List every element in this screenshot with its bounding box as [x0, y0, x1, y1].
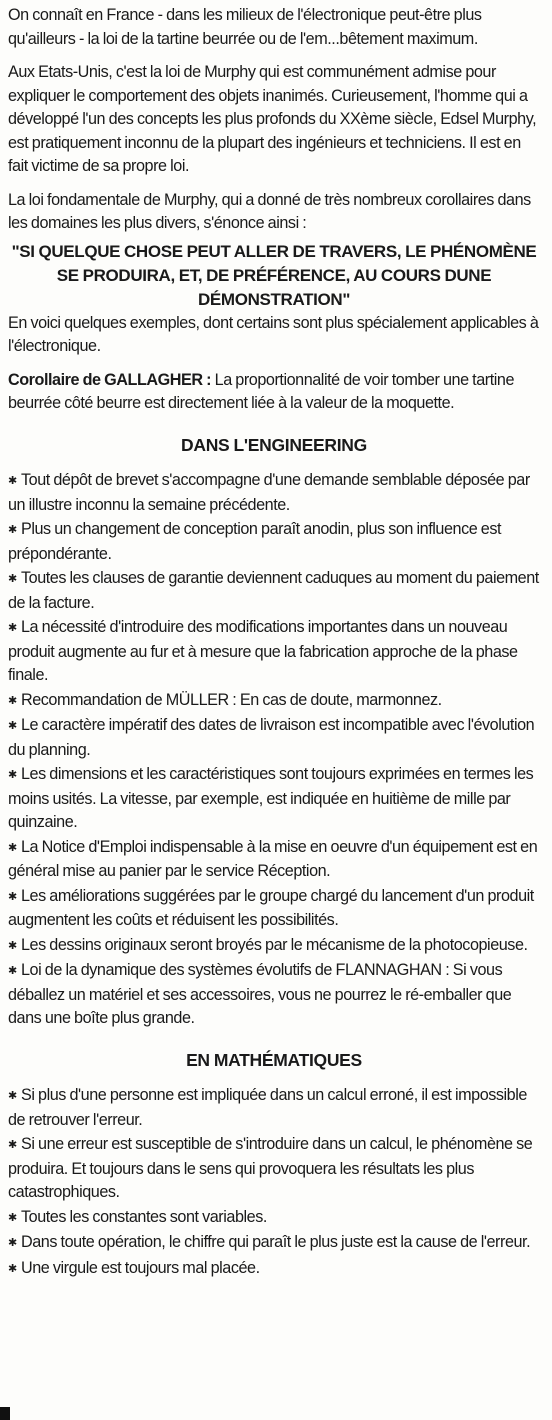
- article: [8, 4, 540, 1282]
- list-item-text: Si une erreur est susceptible de s'introduire dans un calcul, le phénomène se produira. Et toujours dans le sens qui provoquera les résultats les plus catastrophiques.: [8, 1135, 533, 1201]
- list-item-text: Loi de la dynamique des systèmes évolutifs de FLANNAGHAN : Si vous déballez un matériel et ses accessoires, vous ne pourrez le ré-emballer que dans une boîte plus grande.: [8, 961, 512, 1027]
- list-item: [8, 1133, 540, 1205]
- list-item: [8, 836, 540, 884]
- asterisk-bullet-icon: ✱: [8, 769, 17, 781]
- corollary-text: La proportionnalité de voir tomber une tartine beurrée côté beurre est directement liée à la valeur de la moquette.: [8, 370, 515, 412]
- asterisk-bullet-icon: ✱: [8, 841, 17, 854]
- asterisk-bullet-icon: ✱: [8, 524, 17, 536]
- list-item-text: Le caractère impératif des dates de livraison est incompatible avec l'évolution du planning.: [8, 716, 535, 759]
- scan-corner-mark: [0, 1407, 10, 1420]
- list-item: [8, 1084, 540, 1132]
- asterisk-bullet-icon: ✱: [8, 573, 17, 585]
- section-title-mathematics: EN MATHÉMATIQUES: [186, 1049, 362, 1070]
- list-item-text: Plus un changement de conception paraît anodin, plus son influence est prépondérante.: [8, 520, 502, 563]
- list-item-text: Les dessins originaux seront broyés par le mécanisme de la photocopieuse.: [21, 935, 528, 954]
- list-item: [8, 689, 540, 714]
- intro-paragraph-1: On connaît en France - dans les milieux de l'électronique peut-être plus qu'ailleurs - la loi de la tartine beurrée ou de l'em...bêtement maximum.: [8, 6, 482, 48]
- list-item-text: Les améliorations suggérées par le groupe chargé du lancement d'un produit augmentent les coûts et réduisent les possibilités.: [8, 886, 534, 929]
- list-item: [8, 1231, 540, 1256]
- list-item-text: Si plus d'une personne est impliquée dans un calcul erroné, il est impossible de retrouver l'erreur.: [8, 1086, 527, 1129]
- list-item: [8, 518, 540, 566]
- list-item-text: Tout dépôt de brevet s'accompagne d'une demande semblable déposée par un illustre inconnu la semaine précédente.: [8, 471, 530, 514]
- intro-paragraph-3: La loi fondamentale de Murphy, qui a donné de très nombreux corollaires dans les domaines les plus divers, s'énonce ainsi :: [8, 190, 531, 232]
- list-item: [8, 567, 540, 615]
- intro-paragraph-2: Aux Etats-Unis, c'est la loi de Murphy qui est communément admise pour expliquer le comportement des objets inanimés. Curieusement, l'homme qui a développé l'un des concepts les plus profonds du XXème siècle, Edsel Murphy, est pratiquement inconnu de la plupart des ingénieurs et techniciens. Il est en fait victime de sa propre loi.: [8, 63, 537, 175]
- list-item: [8, 469, 540, 517]
- section-engineering: [8, 434, 540, 1031]
- asterisk-bullet-icon: ✱: [8, 1139, 17, 1151]
- list-item-text: Toutes les clauses de garantie deviennent caduques au moment du paiement de la facture.: [8, 569, 539, 612]
- asterisk-bullet-icon: ✱: [8, 890, 17, 903]
- list-item-text: Dans toute opération, le chiffre qui paraît le plus juste est la cause de l'erreur.: [21, 1233, 531, 1251]
- asterisk-bullet-icon: ✱: [8, 1090, 17, 1102]
- list-item: [8, 1257, 540, 1282]
- list-item: [8, 763, 540, 835]
- list-item: [8, 616, 540, 688]
- list-item: [8, 885, 540, 933]
- corollary-label: Corollaire de GALLAGHER :: [8, 370, 212, 389]
- list-item-text: Toutes les constantes sont variables.: [21, 1207, 267, 1226]
- examples-intro: En voici quelques exemples, dont certains sont plus spécialement applicables à l'électronique.: [8, 313, 539, 355]
- asterisk-bullet-icon: ✱: [8, 1262, 17, 1275]
- list-item: [8, 959, 540, 1031]
- list-item: [8, 1206, 540, 1231]
- murphy-law-statement: "SI QUELQUE CHOSE PEUT ALLER DE TRAVERS, LE PHÉNOMÈNE SE PRODUIRA, ET, DE PRÉFÉRENCE, AU COURS DUNE DÉMONSTRATION": [11, 241, 537, 309]
- list-item: [8, 714, 540, 762]
- section-mathematics: [8, 1049, 540, 1282]
- list-item: [8, 934, 540, 959]
- asterisk-bullet-icon: ✱: [8, 622, 17, 634]
- list-item-text: Les dimensions et les caractéristiques sont toujours exprimées en termes les moins usités. La vitesse, par exemple, est indiquée en huitième de mille par quinzaine.: [8, 765, 534, 831]
- asterisk-bullet-icon: ✱: [8, 1237, 17, 1249]
- mathematics-list: [8, 1084, 540, 1281]
- list-item-text: Recommandation de MÜLLER : En cas de doute, marmonnez.: [21, 690, 442, 709]
- gallagher-corollary: [8, 369, 540, 416]
- asterisk-bullet-icon: ✱: [8, 694, 17, 707]
- asterisk-bullet-icon: ✱: [8, 965, 17, 977]
- asterisk-bullet-icon: ✱: [8, 720, 17, 732]
- list-item-text: Une virgule est toujours mal placée.: [21, 1258, 260, 1277]
- section-title-engineering: DANS L'ENGINEERING: [181, 434, 367, 455]
- list-item-text: La Notice d'Emploi indispensable à la mise en oeuvre d'un équipement est en général mise au panier par le service Réception.: [8, 837, 538, 880]
- list-item-text: La nécessité d'introduire des modifications importantes dans un nouveau produit augmente au fur et à mesure que la fabrication approche de la phase finale.: [8, 618, 518, 684]
- engineering-list: [8, 469, 540, 1031]
- asterisk-bullet-icon: ✱: [8, 475, 17, 487]
- asterisk-bullet-icon: ✱: [8, 1211, 17, 1224]
- asterisk-bullet-icon: ✱: [8, 939, 17, 952]
